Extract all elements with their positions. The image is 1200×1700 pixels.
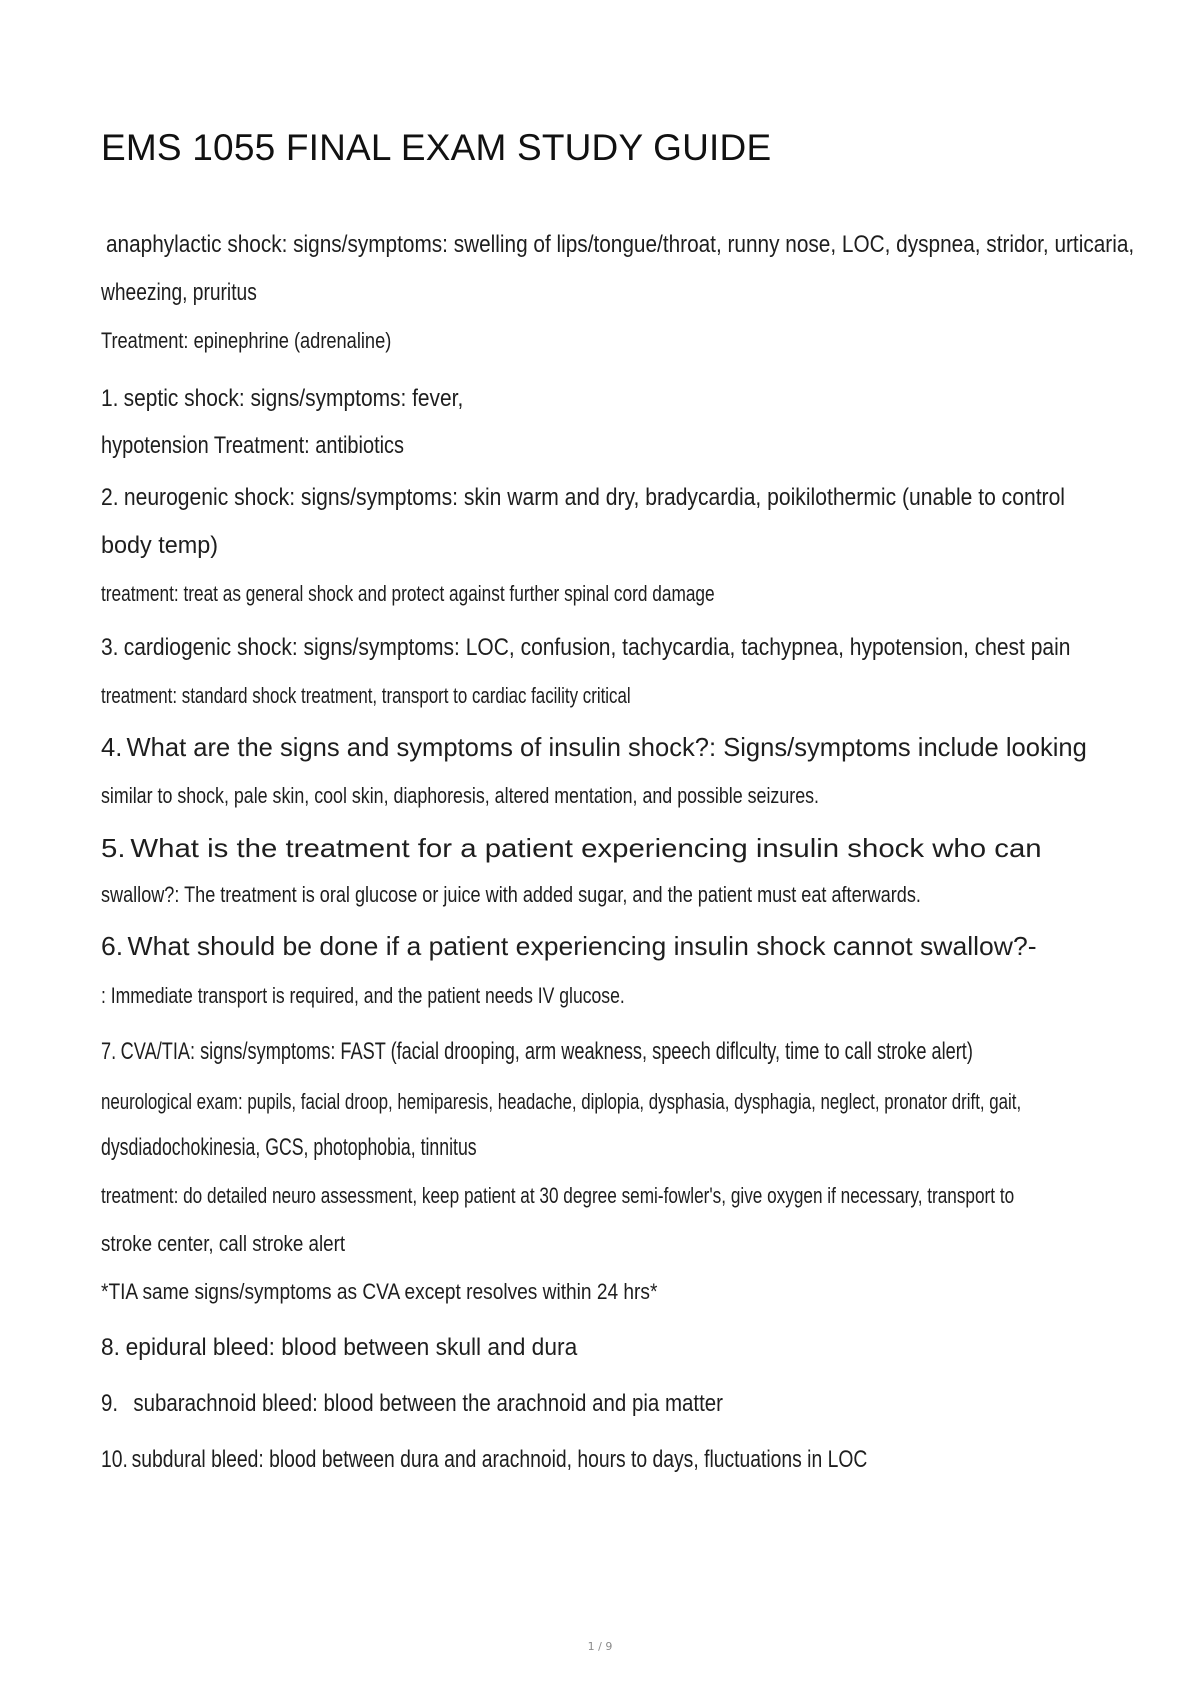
line-text: What is the treatment for a patient experiencing insulin shock who can: [130, 833, 1042, 863]
line-text: neurological exam: pupils, facial droop, hemiparesis, headache, diplopia, dysphasia, dysphagia, neglect, pronator drift, gait,: [101, 1089, 1022, 1114]
line-text: *TIA same signs/symptoms as CVA except resolves within 24 hrs*: [101, 1279, 658, 1304]
list-item-3: [101, 633, 1070, 663]
line-text: body temp): [101, 532, 219, 559]
list-item-6: [101, 931, 1037, 961]
list-item-5-cont: [101, 880, 921, 910]
list-item-3-treatment: [101, 681, 631, 711]
list-item-7-neuro-exam: [101, 1087, 1021, 1117]
list-item-2-treatment: [101, 579, 715, 609]
line-text: epidural bleed: blood between skull and dura: [125, 1334, 578, 1361]
line-text: wheezing, pruritus: [101, 279, 257, 306]
list-number: 5.: [101, 833, 126, 863]
line-anaphylactic-cont: [101, 278, 257, 308]
list-item-7-tia-note: [101, 1277, 657, 1307]
page-title: EMS 1055 FINAL EXAM STUDY GUIDE: [101, 127, 772, 168]
line-text: anaphylactic shock: signs/symptoms: swelling of lips/tongue/throat, runny nose, LOC, dyspnea, stridor, urticaria,: [106, 231, 1135, 258]
line-text: neurogenic shock: signs/symptoms: skin warm and dry, bradycardia, poikilothermic (unable to control: [123, 484, 1066, 511]
list-item-2-cont: [101, 531, 218, 561]
line-text: swallow?: The treatment is oral glucose or juice with added sugar, and the patient must eat afterwards.: [101, 882, 921, 907]
list-number: 3.: [101, 634, 119, 661]
line-text: dysdiadochokinesia, GCS, photophobia, tinnitus: [101, 1134, 477, 1161]
line-text: Treatment: epinephrine (adrenaline): [101, 328, 392, 353]
line-text: What should be done if a patient experiencing insulin shock cannot swallow?-: [127, 931, 1037, 961]
line-text: What are the signs and symptoms of insulin shock?: Signs/symptoms include looking: [126, 732, 1087, 762]
line-text: septic shock: signs/symptoms: fever,: [123, 385, 464, 412]
list-number: 6.: [101, 931, 124, 961]
list-item-4: [101, 732, 1087, 762]
list-number: 10.: [101, 1446, 128, 1473]
list-item-9: [101, 1389, 723, 1419]
list-item-10: [101, 1445, 867, 1475]
list-number: 7.: [101, 1038, 117, 1065]
list-number: 2.: [101, 484, 119, 511]
line-text: CVA/TIA: signs/symptoms: FAST (facial drooping, arm weakness, speech diflculty, time to call stroke alert): [120, 1038, 973, 1065]
list-item-1-cont: [101, 431, 404, 461]
line-text: subdural bleed: blood between dura and arachnoid, hours to days, fluctuations in LOC: [131, 1446, 868, 1473]
page-indicator: 1 / 9: [587, 1640, 613, 1653]
line-text: subarachnoid bleed: blood between the arachnoid and pia matter: [133, 1390, 723, 1417]
line-text: cardiogenic shock: signs/symptoms: LOC, confusion, tachycardia, tachypnea, hypotension, chest pain: [123, 634, 1071, 661]
list-item-8: [101, 1333, 577, 1363]
list-number: 9.: [101, 1390, 119, 1417]
line-text: stroke center, call stroke alert: [101, 1231, 346, 1256]
line-text: treatment: do detailed neuro assessment, keep patient at 30 degree semi-fowler's, give oxygen if necessary, transport to: [101, 1183, 1015, 1208]
list-item-7-treatment: [101, 1181, 1014, 1211]
list-number: 1.: [101, 385, 119, 412]
line-text: : Immediate transport is required, and the patient needs IV glucose.: [101, 983, 625, 1008]
list-number: 8.: [101, 1334, 120, 1361]
line-text: treatment: treat as general shock and protect against further spinal cord damage: [101, 581, 715, 606]
line-text: similar to shock, pale skin, cool skin, diaphoresis, altered mentation, and possible seizures.: [101, 783, 820, 808]
list-item-4-cont: [101, 781, 819, 811]
list-item-1: [101, 384, 463, 414]
list-number: 4.: [101, 732, 123, 762]
list-item-2: [101, 483, 1065, 513]
list-item-6-cont: [101, 981, 625, 1011]
list-item-7: [101, 1037, 973, 1067]
line-text: hypotension Treatment: antibiotics: [101, 432, 405, 459]
list-item-7-neuro-exam-cont: [101, 1133, 477, 1163]
line-text: treatment: standard shock treatment, transport to cardiac facility critical: [101, 683, 631, 708]
line-anaphylactic-treatment: [101, 326, 391, 356]
list-item-7-treatment-cont: [101, 1229, 345, 1259]
list-item-5: [101, 833, 1042, 863]
line-anaphylactic: [106, 230, 1134, 260]
